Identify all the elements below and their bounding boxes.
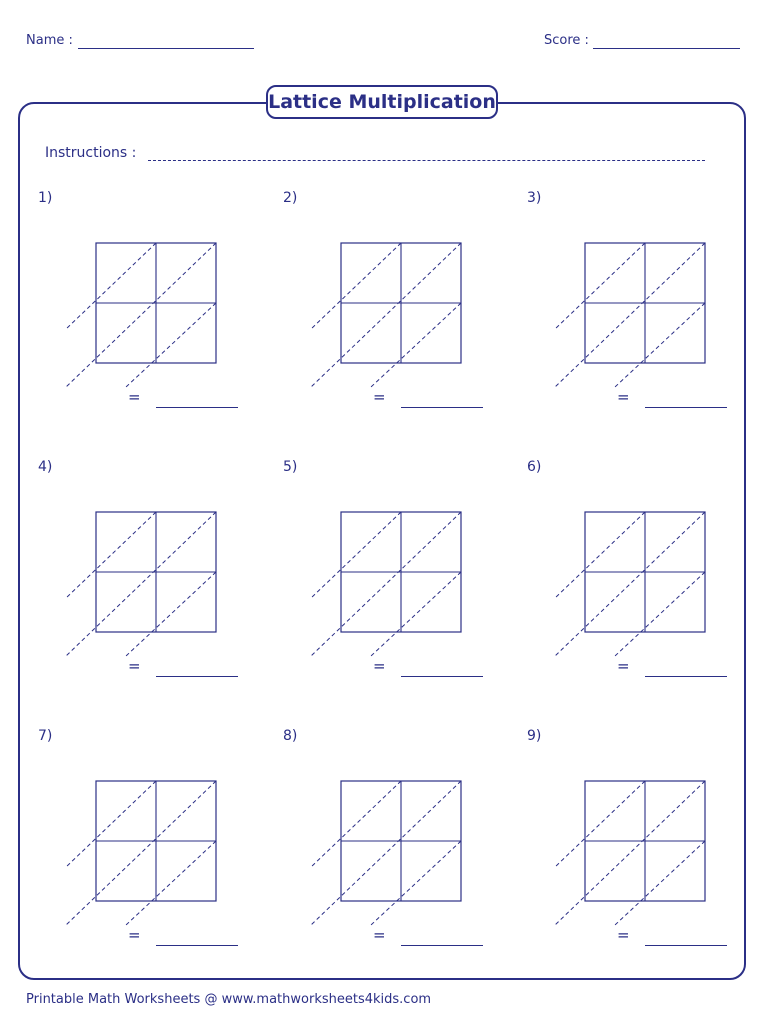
lattice-diagonal-line [555,243,705,387]
equals-sign: = [373,388,386,406]
problem-9 [527,728,737,968]
lattice-diagonal-line [371,572,461,656]
lattice-diagonal-line [555,781,645,867]
lattice-grid[interactable] [549,766,719,926]
answer-line[interactable] [645,945,727,946]
lattice-diagonal-line [555,243,645,329]
lattice-grid[interactable] [305,766,475,926]
lattice-diagonal-line [615,572,705,656]
lattice-grid[interactable] [305,228,475,388]
lattice-diagonal-line [311,512,461,656]
equals-sign: = [617,657,630,675]
lattice-diagonal-line [66,512,216,656]
lattice-diagonal-line [371,303,461,387]
name-label: Name : [26,33,73,48]
problem-number: 2) [283,190,298,206]
lattice-diagonal-line [311,781,401,867]
problem-number: 6) [527,459,542,475]
problem-7 [38,728,248,968]
answer-line[interactable] [156,676,238,677]
equals-sign: = [617,388,630,406]
lattice-diagonal-line [126,303,216,387]
lattice-diagonal-line [311,512,401,598]
problem-number: 1) [38,190,53,206]
lattice-diagonal-line [555,512,645,598]
score-field[interactable] [593,48,740,49]
lattice-diagonal-line [615,841,705,925]
lattice-diagonal-line [311,781,461,925]
equals-sign: = [128,657,141,675]
problem-number: 5) [283,459,298,475]
lattice-diagonal-line [615,303,705,387]
name-field[interactable] [78,48,254,49]
problem-number: 7) [38,728,53,744]
problem-4 [38,459,248,699]
lattice-diagonal-line [66,243,216,387]
lattice-grid[interactable] [60,497,230,657]
equals-sign: = [128,388,141,406]
answer-line[interactable] [401,945,483,946]
equals-sign: = [617,926,630,944]
problem-2 [283,190,493,430]
footer [26,992,431,1007]
problem-5 [283,459,493,699]
answer-line[interactable] [156,945,238,946]
score-label: Score : [544,33,589,48]
lattice-diagonal-line [66,512,156,598]
lattice-diagonal-line [311,243,401,329]
lattice-grid[interactable] [60,228,230,388]
problem-number: 8) [283,728,298,744]
footer-text: Printable Math Worksheets @ [26,992,218,1007]
lattice-grid[interactable] [549,497,719,657]
lattice-diagonal-line [311,243,461,387]
problem-number: 4) [38,459,53,475]
lattice-grid[interactable] [305,497,475,657]
lattice-diagonal-line [126,841,216,925]
problem-number: 9) [527,728,542,744]
worksheet-title: Lattice Multiplication [266,85,498,119]
instructions-label: Instructions : [45,145,137,161]
lattice-diagonal-line [126,572,216,656]
answer-line[interactable] [401,407,483,408]
problem-8 [283,728,493,968]
problem-3 [527,190,737,430]
footer-link[interactable]: www.mathworksheets4kids.com [221,992,432,1007]
problem-6 [527,459,737,699]
lattice-diagonal-line [555,781,705,925]
lattice-diagonal-line [371,841,461,925]
answer-line[interactable] [401,676,483,677]
instructions-line[interactable] [148,160,705,161]
equals-sign: = [373,657,386,675]
lattice-diagonal-line [66,781,156,867]
answer-line[interactable] [645,676,727,677]
problem-number: 3) [527,190,542,206]
answer-line[interactable] [156,407,238,408]
lattice-grid[interactable] [549,228,719,388]
answer-line[interactable] [645,407,727,408]
lattice-grid[interactable] [60,766,230,926]
equals-sign: = [373,926,386,944]
problem-1 [38,190,248,430]
lattice-diagonal-line [66,781,216,925]
lattice-diagonal-line [555,512,705,656]
lattice-diagonal-line [66,243,156,329]
equals-sign: = [128,926,141,944]
